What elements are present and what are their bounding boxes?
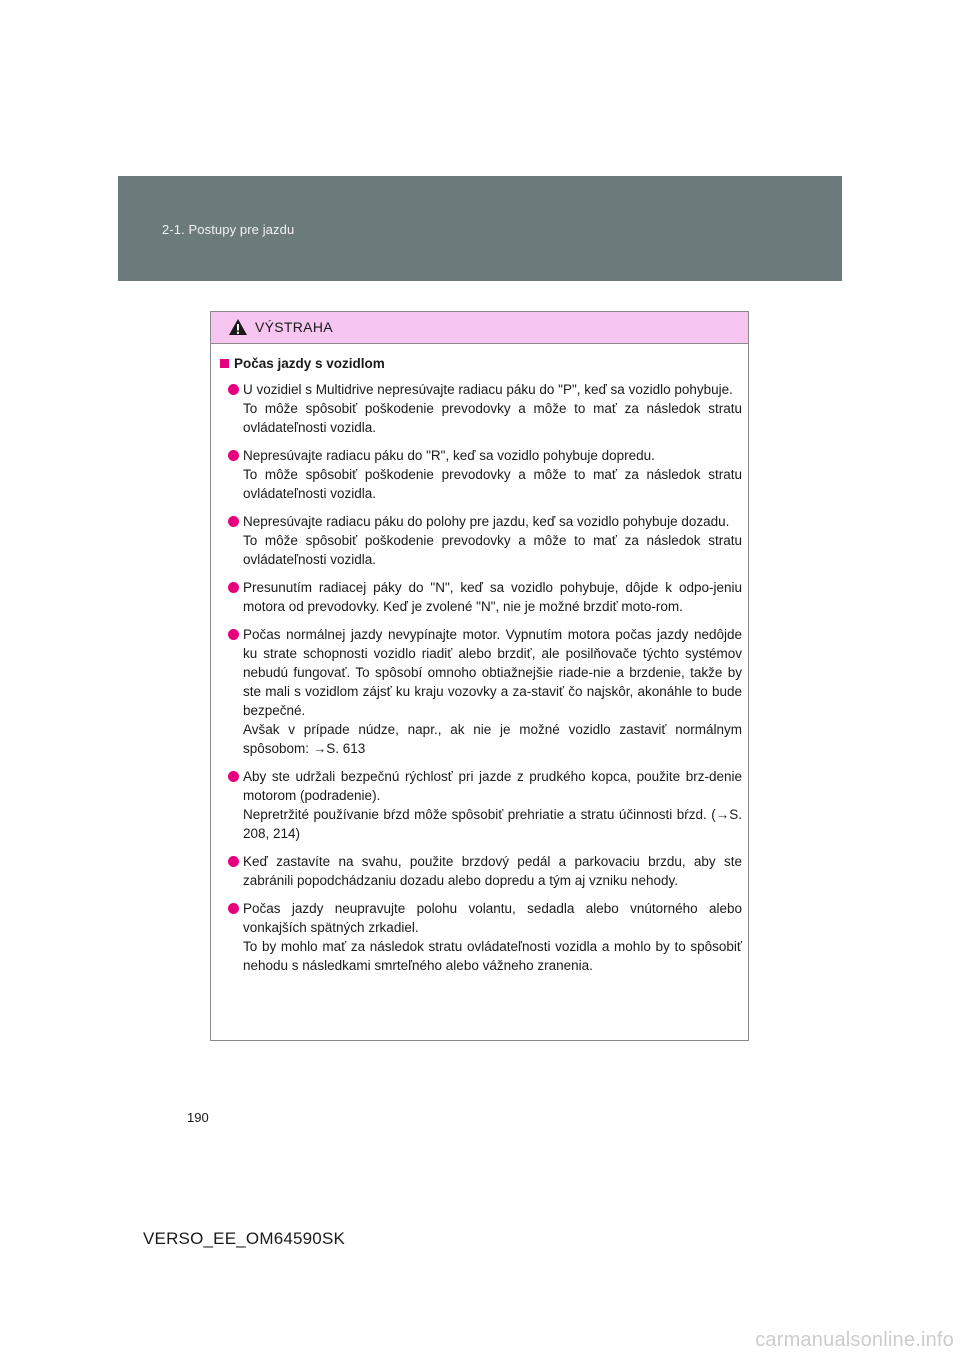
warning-item-text: To môže spôsobiť poškodenie prevodovky a môže to mať za následok stratu ovládateľnosti vozidla. [243,533,742,567]
document-code: VERSO_EE_OM64590SK [143,1229,346,1248]
warning-item-text: To by mohlo mať za následok stratu ovládateľnosti vozidla a mohlo by to spôsobiť nehodu s následkami smrteľného alebo vážneho zranenia. [243,939,742,973]
warning-header [211,312,748,344]
chapter-header-band [118,176,842,281]
warning-item-text: Nepresúvajte radiacu páku do polohy pre jazdu, keď sa vozidlo pohybuje dozadu. [243,514,730,529]
page-number: 190 [187,1110,209,1125]
warning-item [220,767,742,843]
round-bullet-icon [228,629,239,640]
warning-item-text: To môže spôsobiť poškodenie prevodovky a môže to mať za následok stratu ovládateľnosti vozidla. [243,467,742,501]
chapter-section-title: 2-1. Postupy pre jazdu [162,222,295,237]
round-bullet-icon [228,903,239,914]
warning-item-text: U vozidiel s Multidrive nepresúvajte radiacu páku do "P", keď sa vozidlo pohybuje. [243,382,733,397]
warning-item-text: Počas jazdy neupravujte polohu volantu, sedadla alebo vnútorného alebo vonkajších spätných zrkadiel. [243,901,742,935]
warning-title: VÝSTRAHA [255,319,333,335]
warning-item-text: Presunutím radiacej páky do "N", keď sa vozidlo pohybuje, dôjde k odpo-jeniu motora od prevodovky. Keď je zvolené "N", nie je možné brzdiť moto-rom. [243,580,742,614]
warning-item [220,512,742,569]
warning-triangle-icon [228,318,248,336]
warning-item-text: Počas normálnej jazdy nevypínajte motor. Vypnutím motora počas jazdy nedôjde ku strate schopnosti vozidlo riadiť alebo brzdiť, ale posilňovače týchto systémov nebudú fungovať. To spôsobí omnoho obtiažnejšie riade-nie a brzdenie, takže by ste mali s vozidlom zájsť ku kraju vozovky a za-staviť čo najskôr, akonáhle to bude bezpečné. [243,627,742,718]
warning-item-text: Nepresúvajte radiacu páku do "R", keď sa vozidlo pohybuje dopredu. [243,448,655,463]
warning-item [220,625,742,758]
warning-item [220,899,742,975]
warning-section-heading [220,356,742,371]
square-bullet-icon [220,359,229,368]
warning-section-title: Počas jazdy s vozidlom [234,356,385,371]
round-bullet-icon [228,856,239,867]
round-bullet-icon [228,450,239,461]
site-watermark: carmanualsonline.info [755,1329,954,1351]
round-bullet-icon [228,384,239,395]
warning-item-text: Keď zastavíte na svahu, použite brzdový pedál a parkovaciu brzdu, aby ste zabránili popodchádzaniu dozadu alebo dopredu a tým aj vzniku nehody. [243,854,742,888]
warning-item [220,852,742,890]
warning-box [210,311,749,1041]
warning-item-text: Nepretržité používanie bŕzd môže spôsobiť prehriatie a stratu účinnosti bŕzd. (→S. 208, 214) [243,807,742,841]
warning-item-text: Avšak v prípade núdze, napr., ak nie je možné vozidlo zastaviť normálnym spôsobom: →S. 613 [243,722,742,756]
warning-item [220,446,742,503]
warning-item [220,380,742,437]
warning-body [211,344,748,975]
warning-item [220,578,742,616]
round-bullet-icon [228,582,239,593]
round-bullet-icon [228,771,239,782]
warning-item-text: Aby ste udržali bezpečnú rýchlosť pri jazde z prudkého kopca, použite brz-denie motorom (podradenie). [243,769,742,803]
round-bullet-icon [228,516,239,527]
warning-item-text: To môže spôsobiť poškodenie prevodovky a môže to mať za následok stratu ovládateľnosti vozidla. [243,401,742,435]
